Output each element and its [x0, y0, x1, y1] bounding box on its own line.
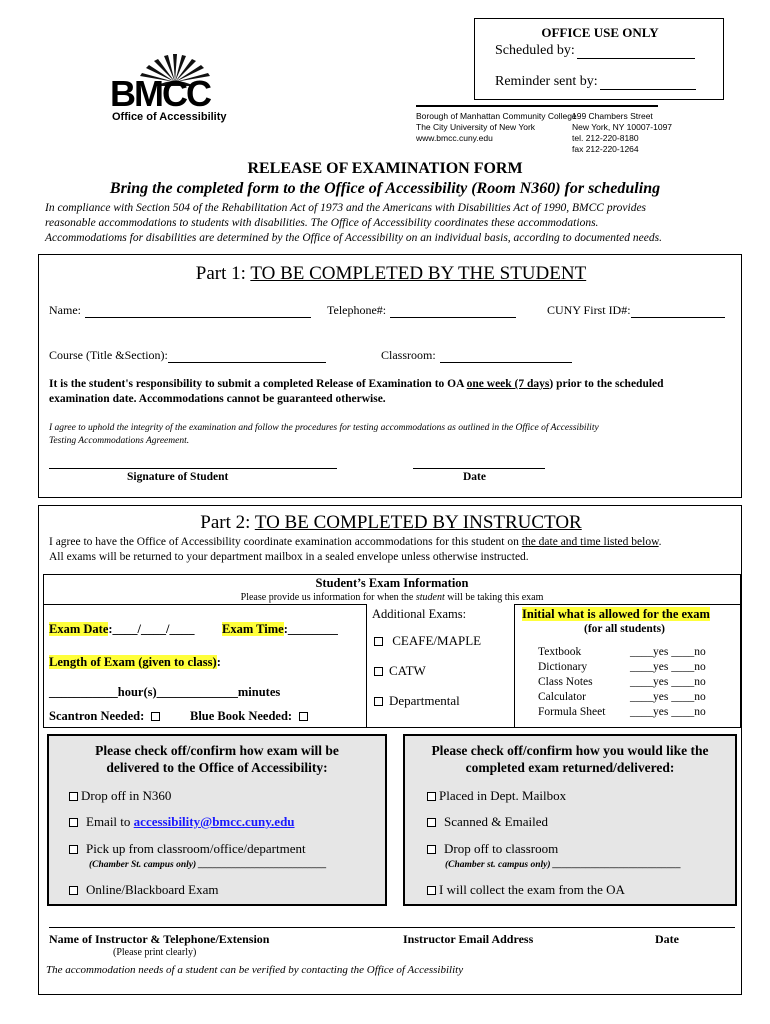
return-title-1: Please check off/confirm how you would like the: [431, 743, 709, 758]
responsibility-a: It is the student's responsibility to submit a completed Release of Examination to OA: [49, 378, 467, 390]
address-line: www.bmcc.cuny.edu: [416, 133, 493, 143]
address-rule: [416, 105, 658, 107]
table-divider-right: [514, 604, 515, 728]
scheduled-by-line: [577, 57, 695, 59]
pickup-note[interactable]: (Chamber St. campus only) ___________________________: [89, 860, 327, 870]
print-note: (Please print clearly): [113, 947, 197, 958]
intro-1a: I agree to have the Office of Accessibility coordinate examination accommodations for this student on: [49, 536, 522, 548]
initial-subtitle: (for all students): [584, 623, 665, 635]
delivery-dropoff[interactable]: [69, 788, 171, 804]
reminder-line: [600, 88, 696, 90]
delivery-title-1: Please check off/confirm how exam will be: [95, 743, 339, 758]
return-dropoff[interactable]: [427, 841, 558, 857]
name-label: Name:: [49, 303, 81, 317]
intro-1-underlined: the date and time listed below: [521, 536, 659, 548]
intro-line-1: [49, 535, 739, 550]
allowed-item-opts: ____yes ____no: [630, 706, 706, 718]
allowed-item-name: Dictionary: [538, 661, 588, 673]
form-title: RELEASE OF EXAMINATION FORM: [247, 160, 523, 177]
departmental-label: Departmental: [389, 693, 460, 708]
delivery-email[interactable]: [69, 814, 295, 830]
address-line: The City University of New York: [416, 122, 536, 132]
part2-section: [38, 505, 742, 995]
ceafe-checkbox[interactable]: [374, 637, 383, 646]
instructor-signature-line[interactable]: [49, 927, 735, 928]
classroom-label: Classroom:: [381, 348, 436, 362]
allowed-item[interactable]: [538, 645, 706, 660]
footer-note: The accommodation needs of a student can be verified by contacting the Office of Accessibility: [46, 964, 464, 976]
return-mailbox[interactable]: [427, 788, 566, 804]
initial-title-text: Initial what is allowed for the exam: [522, 607, 710, 621]
mailbox-label: Placed in Dept. Mailbox: [439, 788, 567, 803]
part1-heading: [39, 263, 743, 285]
student-date-label: Date: [463, 471, 486, 483]
allowed-item-name: Formula Sheet: [538, 706, 606, 718]
intro-line-2: All exams will be returned to your department mailbox in a sealed envelope unless otherwise instructed.: [49, 551, 529, 563]
table-divider-horizontal: [44, 604, 366, 605]
return-dropoff-note[interactable]: (Chamber st. campus only) ___________________________: [445, 860, 682, 870]
bluebook-field[interactable]: [190, 709, 314, 724]
allowed-item-opts: ____yes ____no: [630, 646, 706, 658]
allowed-item-name: Class Notes: [538, 676, 593, 688]
allowed-item-name: Calculator: [538, 691, 586, 703]
office-use-box: [474, 18, 724, 100]
address-line: tel. 212-220-8180: [572, 133, 639, 143]
allowed-item-opts: ____yes ____no: [630, 661, 706, 673]
online-checkbox[interactable]: [69, 886, 78, 895]
delivery-title: [49, 742, 385, 776]
bluebook-checkbox[interactable]: [299, 712, 308, 721]
allowed-item[interactable]: [538, 675, 706, 690]
instructor-name-label: Name of Instructor & Telephone/Extension: [49, 932, 270, 946]
part1-prefix: Part 1:: [195, 263, 251, 284]
exam-info-table: [43, 574, 741, 728]
initial-title: [522, 607, 710, 622]
responsibility-line-2: examination date. Accommodations cannot be guaranteed otherwise.: [49, 393, 386, 405]
agreement-line: I agree to uphold the integrity of the examination and follow the procedures for testing accommodations as outlined in the Office of Accessibility: [49, 423, 599, 433]
form-subtitle: Bring the completed form to the Office of Accessibility (Room N360) for scheduling: [109, 180, 661, 197]
bmcc-logo: [110, 48, 250, 128]
exam-info-sub-a: Please provide us information for when the: [240, 592, 416, 603]
delivery-panel: [47, 734, 387, 906]
catw-checkbox[interactable]: [374, 667, 383, 676]
scantron-label: Scantron Needed:: [49, 709, 145, 723]
part2-prefix: Part 2:: [200, 512, 255, 533]
scanned-checkbox[interactable]: [427, 818, 436, 827]
compliance-line: In compliance with Section 504 of the Rehabilitation Act of 1973 and the Americans with Disabilities Act of 1990, BMCC provides: [45, 202, 647, 214]
scantron-field[interactable]: [49, 709, 166, 724]
part2-title: TO BE COMPLETED BY INSTRUCTOR: [254, 512, 582, 533]
agreement-text: [49, 422, 739, 448]
exam-info-sub-i: student: [415, 592, 445, 603]
return-collect[interactable]: [427, 882, 625, 898]
pickup-label: Pick up from classroom/office/department: [86, 841, 306, 856]
exam-date-field[interactable]: [49, 622, 194, 637]
allowed-item[interactable]: [538, 660, 706, 675]
classroom-field[interactable]: [381, 348, 572, 363]
return-title-2: completed exam returned/delivered:: [465, 760, 675, 775]
address-line: fax 212-220-1264: [572, 144, 639, 154]
reminder-field[interactable]: [495, 74, 696, 90]
additional-title: Additional Exams:: [372, 607, 467, 621]
course-line: [168, 361, 326, 363]
exam-time-label: Exam Time: [222, 622, 284, 636]
length-field[interactable]: [49, 655, 221, 670]
delivery-title-2: delivered to the Office of Accessibility:: [106, 760, 328, 775]
exam-info-title: Student’s Exam Information: [315, 576, 469, 590]
address-line: Borough of Manhattan Community College: [416, 111, 577, 121]
address-line: 199 Chambers Street: [572, 111, 653, 121]
table-divider-top-right: [514, 604, 740, 605]
pickup-checkbox[interactable]: [69, 845, 78, 854]
agreement-line: Testing Accommodations Agreement.: [49, 436, 190, 446]
scheduled-by-field[interactable]: [495, 43, 695, 59]
name-line: [85, 316, 311, 318]
allowed-item-opts: ____yes ____no: [630, 691, 706, 703]
ceafe-label: CEAFE/MAPLE: [392, 633, 482, 648]
compliance-text: [45, 201, 765, 246]
responsibility-underlined: one week (7 days: [466, 378, 550, 390]
exam-date-label: Exam Date: [49, 622, 109, 636]
additional-item-ceafe[interactable]: [374, 633, 481, 649]
intro-1b: .: [658, 536, 662, 548]
signature-line[interactable]: [49, 468, 337, 469]
telephone-field[interactable]: [327, 303, 516, 318]
cuny-id-field[interactable]: [547, 303, 725, 318]
responsibility-b: ) prior to the scheduled: [549, 378, 664, 390]
departmental-checkbox[interactable]: [374, 697, 383, 706]
telephone-line: [390, 316, 516, 318]
length-label: Length of Exam (given to class): [49, 655, 217, 669]
course-label: Course (Title &Section):: [49, 348, 168, 362]
online-label: Online/Blackboard Exam: [86, 882, 219, 897]
scanned-label: Scanned & Emailed: [444, 814, 548, 829]
scheduled-by-label: Scheduled by:: [495, 43, 575, 58]
classroom-line: [440, 361, 572, 363]
part2-intro: [49, 535, 739, 565]
collect-checkbox[interactable]: [427, 886, 436, 895]
compliance-line: Accommodatioms for disabilities are determined by the Office of Accessibility on an individual basis, according to documented needs.: [45, 232, 662, 244]
responsibility-line-1: [49, 377, 739, 392]
return-panel: [403, 734, 737, 906]
allowed-list: [538, 645, 706, 720]
student-date-line[interactable]: [413, 468, 545, 469]
exam-time-field[interactable]: [222, 622, 338, 637]
mailbox-checkbox[interactable]: [427, 792, 436, 801]
reminder-label: Reminder sent by:: [495, 74, 598, 89]
delivery-pickup[interactable]: [69, 841, 306, 857]
catw-label: CATW: [389, 663, 426, 678]
address-line: New York, NY 10007-1097: [572, 122, 673, 132]
scantron-checkbox[interactable]: [151, 712, 160, 721]
compliance-line: reasonable accommodations to students with disabilities. The Office of Accessibility coordinates these accommodations.: [45, 217, 599, 229]
email-link[interactable]: accessibility@bmcc.cuny.edu: [133, 814, 295, 829]
return-title: [405, 742, 735, 776]
hours-minutes-field[interactable]: ___________hour(s)_____________minutes: [49, 685, 281, 699]
course-field[interactable]: [49, 348, 326, 363]
dropoff-checkbox[interactable]: [69, 792, 78, 801]
return-scanned[interactable]: [427, 814, 548, 830]
allowed-item[interactable]: [538, 690, 706, 705]
allowed-item-opts: ____yes ____no: [630, 676, 706, 688]
name-field[interactable]: [49, 303, 311, 318]
allowed-item-name: Textbook: [538, 646, 582, 658]
email-checkbox[interactable]: [69, 818, 78, 827]
return-dropoff-checkbox[interactable]: [427, 845, 436, 854]
additional-item-catw[interactable]: [374, 663, 426, 679]
length-colon: :: [216, 655, 221, 669]
address-left: [416, 111, 577, 144]
cuny-id-line: [631, 316, 725, 318]
exam-info-subtitle: [44, 592, 740, 603]
address-right: [572, 111, 672, 155]
bluebook-label: Blue Book Needed:: [190, 709, 293, 723]
instructor-email-label: Instructor Email Address: [403, 932, 534, 946]
exam-info-sub-b: will be taking this exam: [444, 592, 544, 603]
collect-label: I will collect the exam from the OA: [439, 882, 625, 897]
logo-office: Office of Accessibility: [112, 111, 227, 123]
exam-time-slot: :________: [283, 622, 338, 636]
additional-item-departmental[interactable]: [374, 693, 460, 709]
logo-wordmark: BMCC: [110, 73, 210, 114]
responsibility-text: [49, 377, 739, 407]
part1-title: TO BE COMPLETED BY THE STUDENT: [250, 263, 587, 284]
part2-heading: [39, 512, 743, 534]
signature-label: Signature of Student: [127, 471, 229, 483]
office-use-title: OFFICE USE ONLY: [541, 25, 659, 40]
table-divider-left: [366, 604, 367, 728]
cuny-id-label: CUNY First ID#:: [547, 303, 631, 317]
telephone-label: Telephone#:: [327, 303, 387, 317]
return-dropoff-label: Drop off to classroom: [444, 841, 559, 856]
delivery-online[interactable]: [69, 882, 219, 898]
dropoff-label: Drop off in N360: [81, 788, 172, 803]
exam-date-slots: :____/____/____: [108, 622, 195, 636]
part1-section: [38, 254, 742, 498]
email-label: Email to: [86, 814, 134, 829]
instructor-date-label: Date: [655, 932, 679, 946]
allowed-item[interactable]: [538, 705, 706, 720]
